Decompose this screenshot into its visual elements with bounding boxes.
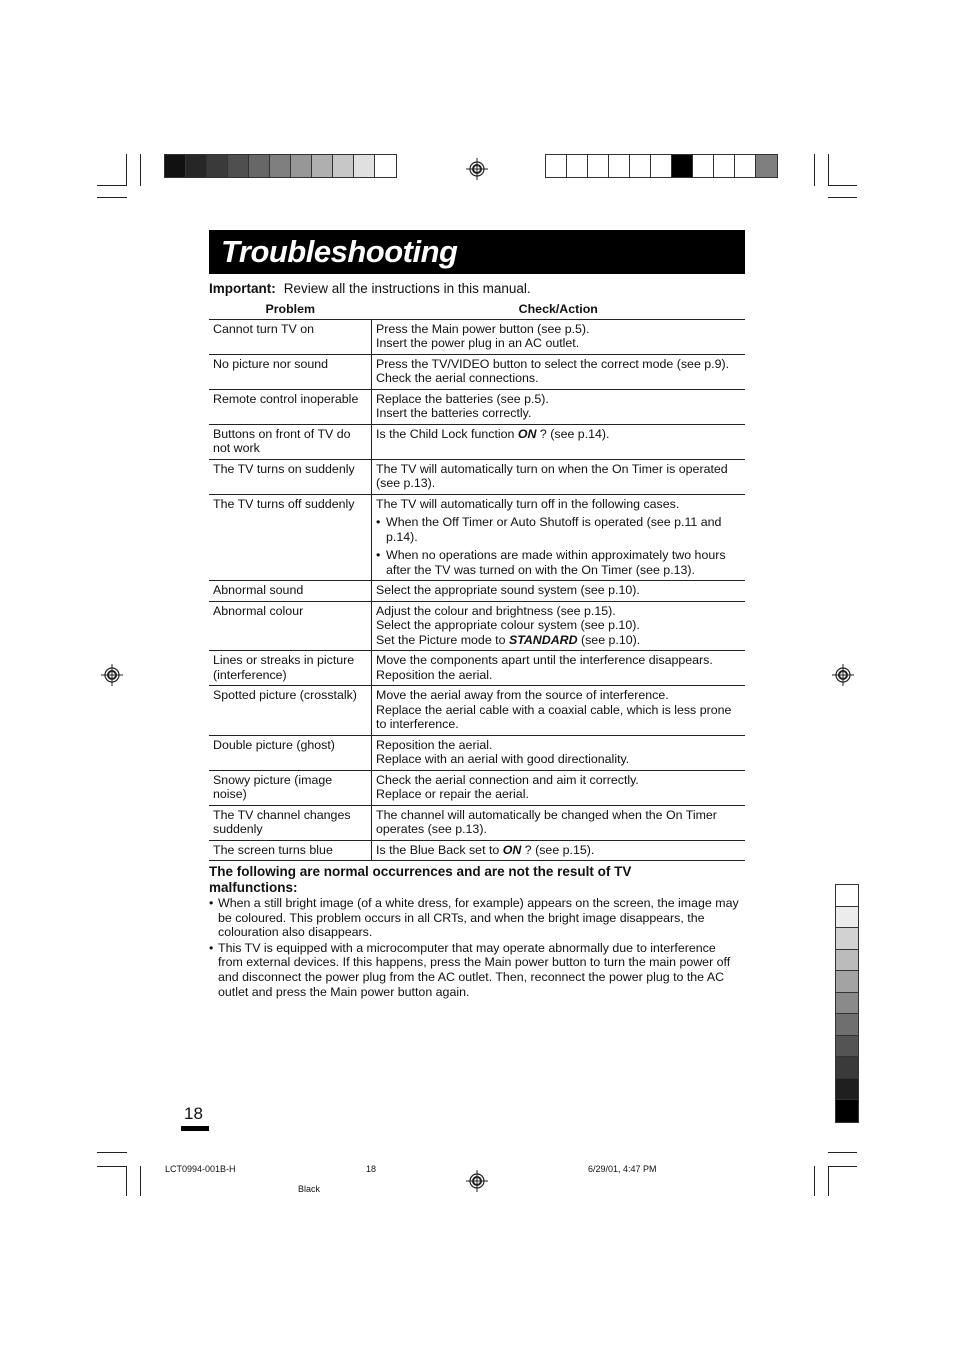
problem-cell: Snowy picture (image noise) — [209, 770, 372, 805]
action-line — [376, 843, 741, 858]
problem-cell: The TV channel changes suddenly — [209, 805, 372, 840]
gray-swatch — [836, 885, 858, 907]
color-swatch — [375, 155, 396, 177]
page-title: Troubleshooting — [221, 234, 458, 269]
color-swatch — [249, 155, 270, 177]
troubleshooting-table — [209, 301, 745, 861]
gray-swatch — [836, 1057, 858, 1079]
footer-page: 18 — [366, 1164, 377, 1174]
registration-mark-right-icon — [832, 664, 854, 686]
footer-plate: Black — [298, 1184, 321, 1194]
color-swatch — [228, 155, 249, 177]
bullet-text: When the Off Timer or Auto Shutoff is operated (see p.11 and p.14). — [386, 515, 722, 544]
action-line: Select the appropriate colour system (see p.10). — [376, 618, 640, 632]
action-line: Press the Main power button (see p.5). — [376, 321, 590, 336]
color-swatch — [186, 155, 207, 177]
table-row — [209, 354, 745, 389]
important-note — [209, 281, 531, 296]
problem-cell: No picture nor sound — [209, 354, 372, 389]
problem-cell: The screen turns blue — [209, 840, 372, 861]
action-line: Move the aerial away from the source of interference. — [376, 688, 669, 702]
registration-mark-left-icon — [101, 664, 123, 686]
table-row — [209, 494, 745, 581]
table-row — [209, 651, 745, 686]
action-line: Press the TV/VIDEO button to select the correct mode (see p.9). — [376, 356, 730, 371]
color-swatch — [333, 155, 354, 177]
action-text: Is the Child Lock function — [376, 426, 518, 441]
action-line: The TV will automatically turn off in the following cases. — [376, 496, 680, 511]
note-text: This TV is equipped with a microcomputer that may operate abnormally due to interference from external devices. If this happens, press the Main power button to turn the main power off and disconnect the power plug from the AC outlet. Then, reconnect the power plug to the AC outlet and press the Main power button again. — [218, 940, 731, 999]
gray-swatch — [836, 928, 858, 950]
action-cell — [372, 459, 746, 494]
problem-cell: Abnormal colour — [209, 601, 372, 651]
table-row — [209, 459, 745, 494]
table-row — [209, 581, 745, 602]
table-row — [209, 840, 745, 861]
table-row — [209, 389, 745, 424]
bullet-text: When no operations are made within approximately two hours after the TV was turned on with the On Timer (see p.13). — [386, 548, 726, 577]
gray-swatch — [836, 950, 858, 972]
action-line — [376, 633, 741, 648]
action-text: ? (see p.14). — [536, 426, 610, 441]
notes-list — [209, 896, 743, 1000]
color-swatch — [714, 155, 735, 177]
color-swatch — [165, 155, 186, 177]
action-line: Replace the aerial cable with a coaxial cable, which is less prone to interference. — [376, 702, 732, 731]
action-cell — [372, 840, 746, 861]
color-swatch — [354, 155, 375, 177]
action-cell — [372, 601, 746, 651]
important-label: Important: — [209, 281, 276, 296]
table-row — [209, 805, 745, 840]
action-line — [376, 427, 741, 442]
footer-date: 6/29/01, 4:47 PM — [588, 1164, 657, 1174]
list-item: • This TV is equipped with a microcomputer that may operate abnormally due to interference from external devices. If this happens, press the Main power button to turn the main power off and disconnect the power plug from the AC outlet. Then, reconnect the power plug to the AC outlet and press the Main power button again. — [209, 941, 743, 999]
table-row — [209, 424, 745, 459]
registration-mark-top-icon — [466, 158, 488, 180]
action-cell — [372, 735, 746, 770]
action-line: Check the aerial connections. — [376, 371, 539, 385]
gray-swatch — [836, 993, 858, 1015]
action-line: Replace or repair the aerial. — [376, 787, 529, 801]
action-bullet: • When no operations are made within approximately two hours after the TV was turned on with the On Timer (see p.13). — [376, 548, 741, 577]
action-line: Reposition the aerial. — [376, 667, 493, 682]
gray-swatch — [836, 907, 858, 929]
table-row — [209, 319, 745, 354]
footer-code: LCT0994-001B-H — [165, 1164, 236, 1174]
color-swatch — [630, 155, 651, 177]
action-line: Replace with an aerial with good directionality. — [376, 752, 630, 766]
action-line: Insert the power plug in an AC outlet. — [376, 336, 580, 350]
action-line: Check the aerial connection and aim it correctly. — [376, 772, 639, 787]
color-swatch — [588, 155, 609, 177]
action-line: Reposition the aerial. — [376, 737, 493, 752]
action-line: Move the components apart until the interference disappears. — [376, 653, 713, 667]
action-line: The channel will automatically be changed when the On Timer operates (see p.13). — [376, 807, 717, 836]
color-swatch — [693, 155, 714, 177]
emphasis-text: STANDARD — [508, 632, 578, 647]
action-line: Select the appropriate sound system (see p.10). — [376, 583, 640, 597]
page-number: 18 — [184, 1104, 203, 1123]
action-text: Is the Blue Back set to — [376, 842, 503, 857]
action-cell — [372, 424, 746, 459]
action-line: Adjust the colour and brightness (see p.15). — [376, 603, 616, 618]
note-text: When a still bright image (of a white dress, for example) appears on the screen, the image may be coloured. This problem occurs in all CRTs, and when the bright image disappears, the colouration also disappears. — [218, 896, 739, 940]
action-cell — [372, 805, 746, 840]
table-row — [209, 770, 745, 805]
table-row — [209, 735, 745, 770]
problem-cell: Spotted picture (crosstalk) — [209, 686, 372, 736]
emphasis-text: ON — [502, 842, 522, 857]
problem-cell: Cannot turn TV on — [209, 319, 372, 354]
color-swatch — [651, 155, 672, 177]
action-cell — [372, 651, 746, 686]
color-swatch — [567, 155, 588, 177]
color-swatch — [270, 155, 291, 177]
action-cell — [372, 319, 746, 354]
problem-cell: Remote control inoperable — [209, 389, 372, 424]
action-text: Set the Picture mode to — [376, 632, 509, 647]
problem-cell: Lines or streaks in picture (interference) — [209, 651, 372, 686]
color-swatch — [735, 155, 756, 177]
color-swatch — [312, 155, 333, 177]
color-swatch — [672, 155, 693, 177]
important-text: Review all the instructions in this manual. — [283, 281, 531, 296]
table-header-row — [209, 301, 745, 319]
action-cell — [372, 354, 746, 389]
side-gray-scale — [835, 884, 859, 1123]
color-swatch — [207, 155, 228, 177]
notes-heading: The following are normal occurrences and are not the result of TV malfunctions: — [209, 864, 632, 895]
action-cell — [372, 770, 746, 805]
column-header-check-action: Check/Action — [372, 301, 746, 319]
action-text: (see p.10). — [577, 632, 641, 647]
action-line: Replace the batteries (see p.5). — [376, 391, 549, 406]
color-swatch — [756, 155, 777, 177]
problem-cell: The TV turns off suddenly — [209, 494, 372, 581]
action-bullet: • When the Off Timer or Auto Shutoff is operated (see p.11 and p.14). — [376, 515, 741, 544]
action-line: The TV will automatically turn on when the On Timer is operated (see p.13). — [376, 461, 728, 490]
gray-swatch — [836, 971, 858, 993]
problem-cell: The TV turns on suddenly — [209, 459, 372, 494]
color-swatch — [291, 155, 312, 177]
gray-swatch — [836, 1100, 858, 1122]
action-line: Insert the batteries correctly. — [376, 406, 532, 420]
table-row — [209, 686, 745, 736]
problem-cell: Double picture (ghost) — [209, 735, 372, 770]
registration-mark-bottom-icon — [466, 1170, 488, 1192]
table-row — [209, 601, 745, 651]
color-swatch — [546, 155, 567, 177]
action-cell — [372, 686, 746, 736]
gray-swatch — [836, 1036, 858, 1058]
action-cell — [372, 389, 746, 424]
action-cell — [372, 581, 746, 602]
emphasis-text: ON — [517, 426, 537, 441]
action-cell — [372, 494, 746, 581]
gray-swatch — [836, 1079, 858, 1101]
list-item: • When a still bright image (of a white dress, for example) appears on the screen, the image may be coloured. This problem occurs in all CRTs, and when the bright image disappears, the colouration also disappears. — [209, 896, 743, 940]
grayscale-color-bar — [164, 154, 397, 178]
action-text: ? (see p.15). — [521, 842, 595, 857]
gray-swatch — [836, 1014, 858, 1036]
page-number-underline — [181, 1126, 209, 1131]
column-header-problem: Problem — [209, 301, 372, 319]
problem-cell: Buttons on front of TV do not work — [209, 424, 372, 459]
color-swatch — [609, 155, 630, 177]
registration-color-bar — [545, 154, 778, 178]
title-band — [209, 230, 745, 274]
problem-cell: Abnormal sound — [209, 581, 372, 602]
